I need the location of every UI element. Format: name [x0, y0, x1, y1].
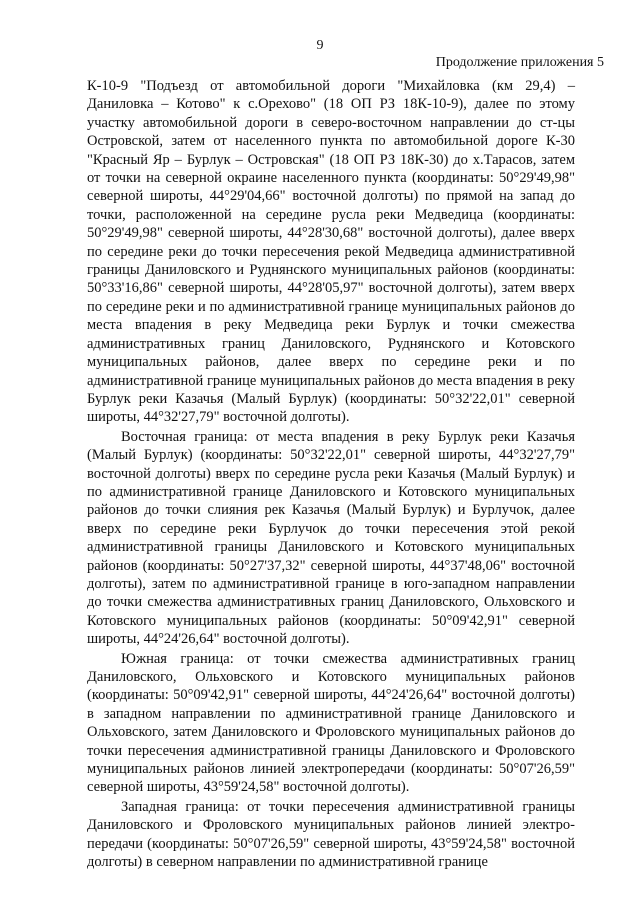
paragraph-route-continuation: К-10-9 "Подъезд от автомобильной дороги "Михайловка (км 29,4) – Даниловка – Котово" к с.Орехово" (18 ОП РЗ 18К-10-9), далее по этому участку автомобильной дороги в северо-восточном направлении до ст-цы Островской, затем от населенного пункта по автомобильной дороге К-30 "Красный Яр – Бурлук – Островская" (18 ОП РЗ 18К-30) до х.Тарасов, затем от точки на северной окраине населенного пункта (координаты: 50°29'49,98" северной широты, 44°29'04,66" восточной долготы) по прямой на запад до точки, расположенной на середине русла реки Медведица (координаты: 50°29'49,98" северной широты, 44°28'30,68" восточной долготы), далее вверх по середине реки до точки пересечения рекой Медведица административной границы Даниловского и Руднянского муниципальных районов (координаты: 50°33'16,86" северной широты, 44°28'05,97" восточной долготы), затем вверх по середине реки и по административной границе муниципальных районов до места впадения в реку Медведица реки Бурлук и точки смежества административных границ Даниловского, Руднянского и Котовского муниципальных районов, далее вверх по середине реки и по административной границе муниципальных районов до места впадения в реку Бурлук реки Казачья (Малый Бурлук) (координаты: 50°32'22,01" северной широты, 44°32'27,79" восточной долготы).: [87, 78, 575, 426]
document-body: [87, 77, 575, 871]
paragraph-eastern-border: Восточная граница: от места впадения в реку Бурлук реки Казачья (Малый Бурлук) (координаты: 50°32'22,01" северной широты, 44°32'27,79" восточной долготы) вверх по середине русла реки Казачья (Малый Бурлук) и по административной границе Даниловского и Котовского муниципальных районов до точки слияния рек Казачья (Малый Бурлук) и Бурлучок, далее вверх по середине реки Бурлучок до точки пересечения этой рекой административной границы Даниловского и Котовского муниципальных районов (координаты: 50°27'37,32" северной широты, 44°37'48,06" восточной долготы), затем по административной границе в юго-западном направлении до точки смежества административных границ Даниловского, Ольховского и Котовского муниципальных районов (координаты: 50°09'42,91" северной широты, 44°24'26,64" восточной долготы).: [87, 428, 575, 648]
paragraph-southern-border: Южная граница: от точки смежества административных границ Даниловского, Ольховского и Котовского муниципальных районов (координаты: 50°09'42,91" северной широты, 44°24'26,64" восточной долготы) в западном направлении по административной границе Даниловского и Ольховского, затем Даниловского и Фроловского муниципальных районов до точки пересечения административной границы Даниловского и Фроловского муниципальных районов линией электропередачи (координаты: 50°07'26,59" северной широты, 43°59'24,58" восточной долготы).: [87, 650, 575, 796]
paragraph-western-border: Западная граница: от точки пересечения административной границы Даниловского и Фроловского муниципальных районов линией электропередачи (координаты: 50°07'26,59" северной широты, 43°59'24,58" восточной долготы) в северном направлении по административной границе: [87, 798, 575, 871]
page-number: 9: [316, 38, 324, 53]
running-header: Продолжение приложения 5: [435, 55, 604, 70]
